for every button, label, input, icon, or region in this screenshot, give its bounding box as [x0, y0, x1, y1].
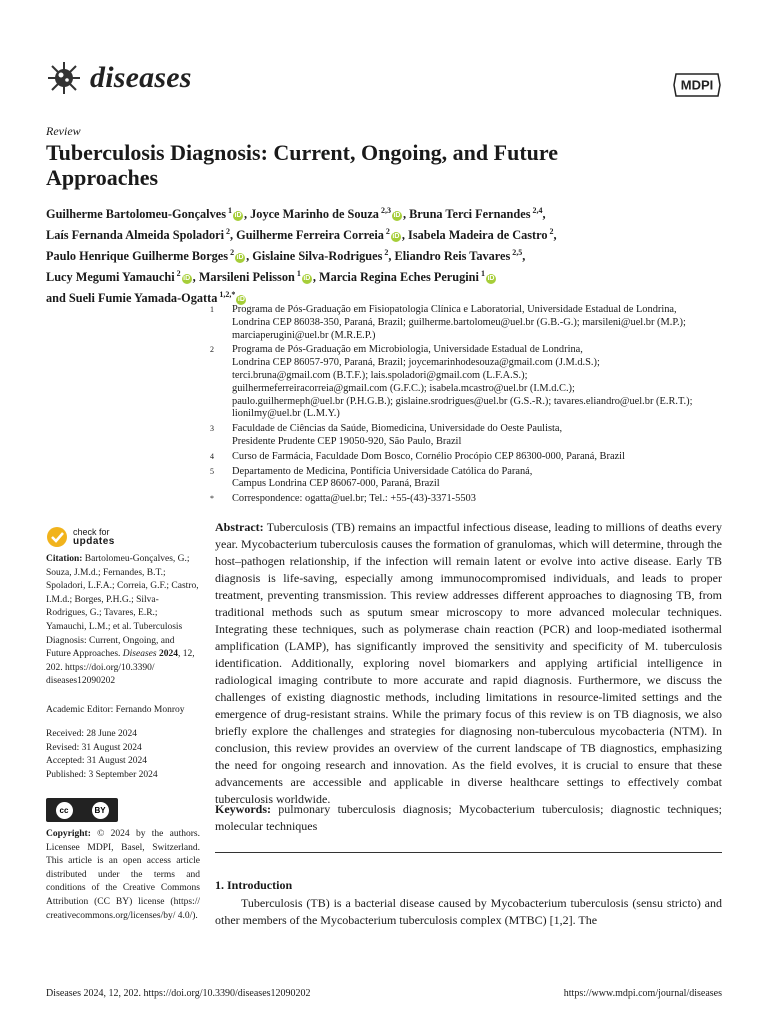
author-name: Paulo Henrique Guilherme Borges	[46, 249, 229, 264]
virus-icon	[46, 60, 82, 96]
author-affiliation-marker: 2,5	[512, 248, 523, 258]
history-dates	[46, 728, 200, 782]
abstract	[215, 519, 722, 808]
author-name: Gislaine Silva-Rodrigues	[252, 249, 383, 264]
author-affiliation-marker: 2,3	[380, 206, 391, 215]
cc-license-badge[interactable]	[46, 798, 118, 822]
affiliation-number: 4	[210, 451, 214, 461]
author-affiliation-marker: 2	[226, 227, 230, 237]
affiliation-line: Londrina CEP 86038-350, Paraná, Brazil; guilherme.bartolomeu@uel.br (G.B.-G.); marsileni@uel.br (M.P.);	[232, 316, 686, 328]
academic-editor: Academic Editor: Fernando Monroy	[46, 705, 185, 715]
revised-date: Revised: 31 August 2024	[46, 742, 142, 753]
author-separator: ,	[401, 228, 409, 243]
author-separator: ,	[553, 228, 557, 243]
orcid-icon[interactable]: iD	[234, 212, 242, 220]
author-affiliation-marker: 2	[549, 227, 554, 237]
citation-label: Citation:	[46, 554, 83, 564]
author-affiliation-marker: 2	[230, 248, 235, 258]
author-name: Isabela Madeira de Castro	[408, 228, 548, 243]
author-separator: ,	[244, 207, 251, 222]
affiliation-text	[232, 451, 730, 464]
section-heading: 1. Introduction	[215, 878, 293, 892]
copyright-text: © 2024 by the authors. Licensee MDPI, Basel, Switzerland. This article is an open access article distributed under the terms and conditions of the Creative Commons Attribution (CC BY) license (https:// creativecommons.org/licenses/by/ 4.0/).	[46, 829, 200, 921]
author-separator: ,	[388, 249, 395, 264]
affiliation-text	[232, 344, 730, 421]
footer-citation[interactable]: Diseases 2024, 12, 202. https://doi.org/10.3390/diseases12090202	[46, 988, 311, 999]
author-separator: ,	[192, 270, 199, 285]
copyright-block	[46, 828, 200, 923]
affiliation-text	[232, 493, 730, 506]
author-affiliation-marker: 2	[176, 269, 181, 279]
page-footer	[46, 988, 722, 999]
orcid-icon[interactable]: iD	[237, 296, 245, 304]
affiliation-item	[210, 466, 730, 492]
affiliation-line: Faculdade de Ciências da Saúde, Biomedicina, Universidade do Oeste Paulista,	[232, 423, 563, 435]
affiliation-number: *	[210, 494, 214, 504]
author-name: Eliandro Reis Tavares	[394, 249, 511, 264]
affiliation-line: guilhermeferreiracorreia@gmail.com (G.F.C.); isabela.mcastro@uel.br (I.M.d.C.);	[232, 382, 575, 394]
author-name: Lucy Megumi Yamauchi	[46, 270, 175, 285]
publisher-logo	[672, 72, 722, 102]
orcid-icon[interactable]: iD	[487, 275, 495, 283]
affiliation-item	[210, 423, 730, 449]
author-separator: ,	[542, 207, 546, 222]
affiliation-line: Correspondence: ogatta@uel.br; Tel.: +55-(43)-3371-5503	[232, 493, 476, 505]
author-separator: ,	[312, 270, 319, 285]
author-separator: ,	[230, 228, 237, 243]
author-affiliation-marker: 2	[385, 227, 390, 237]
affiliation-item	[210, 451, 730, 464]
affiliation-line: Curso de Farmácia, Faculdade Dom Bosco, Cornélio Procópio CEP 86300-000, Paraná, Brazil	[232, 450, 625, 462]
affiliation-line: paulo.guilhermeph@uel.br (P.H.G.B.); gislaine.srodrigues@uel.br (G.S.-R.); tavares.eliandro@uel.br (E.R.T.);	[232, 395, 693, 407]
author-name: Joyce Marinho de Souza	[250, 207, 379, 222]
orcid-icon[interactable]: iD	[392, 233, 400, 241]
author-affiliation-marker: 1	[296, 269, 301, 279]
author-list	[46, 202, 726, 307]
author-affiliation-marker: 2	[384, 248, 389, 258]
citation-block	[46, 553, 200, 689]
check-label: check for	[73, 527, 110, 537]
author-affiliation-marker: 2,4	[532, 206, 543, 215]
author-separator: ,	[246, 249, 253, 264]
affiliation-number: 1	[210, 305, 214, 314]
footer-journal-link[interactable]: https://www.mdpi.com/journal/diseases	[563, 988, 722, 999]
affiliation-line: Presidente Prudente CEP 19050-920, São Paulo, Brazil	[232, 435, 462, 447]
copyright-label: Copyright:	[46, 829, 91, 839]
accepted-date: Accepted: 31 August 2024	[46, 756, 148, 767]
affiliation-number: 2	[210, 345, 214, 355]
author-name: Guilherme Ferreira Correia	[236, 228, 384, 243]
by-icon: BY	[92, 802, 109, 819]
affiliation-text	[232, 304, 730, 342]
author-affiliation-marker: 1	[228, 206, 232, 215]
keywords-label: Keywords:	[215, 802, 271, 816]
citation-year: 2024	[158, 649, 178, 660]
affiliation-item	[210, 344, 730, 421]
author-separator: ,	[402, 207, 410, 222]
affiliation-line: terci.bruna@gmail.com (B.T.F.); lais.spoladori@gmail.com (L.F.A.S.);	[232, 369, 528, 381]
orcid-icon[interactable]: iD	[303, 275, 311, 283]
author-name: Bruna Terci Fernandes	[409, 207, 531, 222]
citation-text: Bartolomeu-Gonçalves, G.; Souza, J.M.d.; Fernandes, B.T.; Spoladori, L.F.A.; Correia, G.F.; Castro, I.M.d.; Borges, P.H.G.; Silva-Rodrigues, G.; Tavares, E.R.; Yamauchi, L.M.; et al. Tuberculosis Diagnosis: Current, Ongoing, and Future Approaches.	[46, 554, 199, 660]
journal-logo	[46, 60, 192, 96]
check-updates-icon	[46, 526, 68, 548]
check-for-updates-button[interactable]	[46, 526, 115, 548]
affiliation-list	[210, 304, 730, 508]
author-name: Marsileni Pelisson	[198, 270, 295, 285]
citation-journal: Diseases	[122, 649, 157, 660]
received-date: Received: 28 June 2024	[46, 729, 138, 739]
page-title: Tuberculosis Diagnosis: Current, Ongoing, and Future Approaches	[46, 140, 559, 190]
affiliation-line: Programa de Pós-Graduação em Microbiologia, Universidade Estadual de Londrina,	[232, 344, 583, 356]
abstract-text: Tuberculosis (TB) remains an impactful infectious disease, leading to millions of deaths every year. Mycobacterium tuberculosis causes the formation of granulomas, which will determine, through the host–pathogen relationship, if the infection will remain latent or evolve into active disease. Early TB diagnosis is life-saving, especially among immunocompromised individuals, and leads to proper treatment, preventing transmission. This review addresses different approaches to diagnosing TB, from traditional methods such as sputum smear microscopy to more advanced molecular techniques. Integrating these techniques, such as polymerase chain reaction (PCR) and loop-mediated isothermal amplification (LAMP), has significantly improved the sensitivity and specificity of M. tuberculosis identification. Additionally, exploring novel biomarkers and applying artificial intelligence in radiological imaging contribute to more accurate and rapid diagnosis. Furthermore, we discuss the challenges of existing diagnostic methods, including limitations in resource-limited settings and the emergence of drug-resistant strains. While the primary focus of this review is on TB diagnosis, we also briefly explore the challenges and strategies for diagnosing non-tuberculous mycobacteria (NTM). In conclusion, this review provides an overview of the current landscape of TB diagnostics, emphasizing the need for ongoing research and innovation. As the field evolves, it is crucial to ensure that these advancements are accessible and applicable in diverse healthcare settings to effectively combat tuberculosis worldwide.	[215, 520, 722, 806]
abstract-label: Abstract:	[215, 520, 264, 534]
author-affiliation-marker: 1	[480, 269, 485, 279]
affiliation-line: marciaperugini@uel.br (M.R.E.P.)	[232, 329, 376, 341]
published-date: Published: 3 September 2024	[46, 769, 158, 780]
keywords-text: pulmonary tuberculosis diagnosis; Mycobacterium tuberculosis; diagnostic techniques; molecular techniques	[215, 802, 722, 833]
author-name: Marcia Regina Eches Perugini	[318, 270, 479, 285]
affiliation-line: Departamento de Medicina, Pontifícia Universidade Católica do Paraná,	[232, 465, 533, 477]
intro-paragraph: Tuberculosis (TB) is a bacterial disease caused by Mycobacterium tuberculosis (sensu stricto) and other members of the Mycobacterium tuberculosis complex (MTBC) [1,2]. The	[215, 896, 722, 927]
publisher-name: MDPI	[680, 77, 714, 93]
keywords	[215, 801, 722, 835]
affiliation-line: Programa de Pós-Graduação em Fisiopatologia Clínica e Laboratorial, Universidade Estadual de Londrina,	[232, 304, 677, 315]
article-type: Review	[46, 124, 81, 138]
author-name: and Sueli Fumie Yamada-Ogatta	[46, 291, 218, 306]
affiliation-number: 5	[210, 466, 214, 476]
affiliation-line: Campus Londrina CEP 86067-000, Paraná, Brazil	[232, 478, 440, 490]
journal-name: diseases	[90, 61, 192, 94]
orcid-icon[interactable]: iD	[393, 212, 401, 220]
author-separator: ,	[522, 249, 526, 264]
author-name: Laís Fernanda Almeida Spoladori	[46, 228, 224, 243]
affiliation-line: lionilmy@uel.br (L.M.Y.)	[232, 408, 340, 420]
citation-doi[interactable]: , 12, 202. https://doi.org/10.3390/ diseases12090202	[46, 649, 195, 687]
orcid-icon[interactable]: iD	[183, 275, 191, 283]
cc-icon: cc	[56, 802, 73, 819]
affiliation-line: Londrina CEP 86057-970, Paraná, Brazil; joycemarinhodesouza@gmail.com (J.M.d.S.);	[232, 357, 600, 369]
affiliation-item	[210, 493, 730, 506]
author-name: Guilherme Bartolomeu-Gonçalves	[46, 207, 226, 222]
updates-label: updates	[73, 536, 115, 547]
affiliation-text	[232, 423, 730, 449]
section-divider	[215, 852, 722, 853]
author-affiliation-marker: 1,2,*	[219, 290, 236, 300]
affiliation-text	[232, 466, 730, 492]
affiliation-number: 3	[210, 424, 214, 434]
affiliation-item	[210, 304, 730, 342]
orcid-icon[interactable]: iD	[236, 254, 244, 262]
